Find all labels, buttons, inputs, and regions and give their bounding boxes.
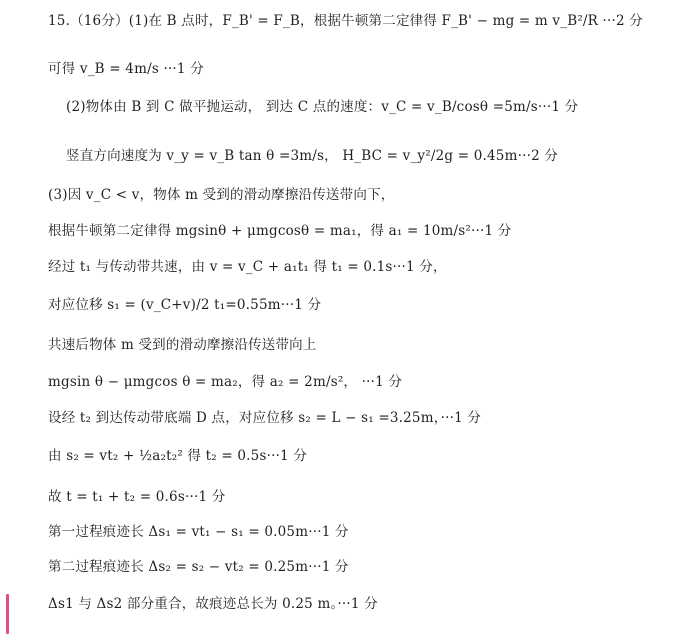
line-delta-s2: 第二过程痕迹长 Δs₂ = s₂ − vt₂ = 0.25m···1 分 bbox=[48, 559, 349, 575]
line-trace-total: Δs1 与 Δs2 部分重合，故痕迹总长为 0.25 m。···1 分 bbox=[48, 596, 378, 612]
line-t1: 经过 t₁ 与传动带共速，由 v = v_C + a₁t₁ 得 t₁ = 0.1s···1 分， bbox=[48, 259, 447, 275]
line-s1: 对应位移 s₁ = (v_C+v)/2 t₁=0.55m···1 分 bbox=[48, 297, 322, 313]
line-part2-vc: (2)物体由 B 到 C 做平抛运动， 到达 C 点的速度：v_C = v_B/cosθ =5m/s···1 分 bbox=[66, 99, 579, 115]
line-vb-result: 可得 v_B = 4m/s ···1 分 bbox=[48, 61, 204, 77]
line-delta-s1: 第一过程痕迹长 Δs₁ = vt₁ − s₁ = 0.05m···1 分 bbox=[48, 524, 349, 540]
line-s2: 设经 t₂ 到达传动带底端 D 点，对应位移 s₂ = L − s₁ =3.25m，···1 分 bbox=[48, 410, 482, 426]
line-total-time: 故 t = t₁ + t₂ = 0.6s···1 分 bbox=[48, 489, 226, 505]
line-a1: 根据牛顿第二定律得 mgsinθ + μmgcosθ = ma₁，得 a₁ = 10m/s²···1 分 bbox=[48, 223, 512, 239]
line-part3-intro: (3)因 v_C < v，物体 m 受到的滑动摩擦沿传送带向下， bbox=[48, 187, 395, 203]
line-after-common-speed: 共速后物体 m 受到的滑动摩擦沿传送带向上 bbox=[48, 337, 317, 353]
line-vy-hbc: 竖直方向速度为 v_y = v_B tan θ =3m/s， H_BC = v_y²/2g = 0.45m···2 分 bbox=[66, 148, 559, 164]
pink-margin-mark bbox=[6, 594, 9, 634]
line-t2: 由 s₂ = vt₂ + ½a₂t₂² 得 t₂ = 0.5s···1 分 bbox=[48, 448, 308, 464]
line-a2: mgsin θ − μmgcos θ = ma₂，得 a₂ = 2m/s²， ···1 分 bbox=[48, 374, 403, 390]
line-q15-part1-force: 15.（16分）(1)在 B 点时，F_B' = F_B，根据牛顿第二定律得 F_B' − mg = m v_B²/R ···2 分 bbox=[48, 13, 643, 29]
